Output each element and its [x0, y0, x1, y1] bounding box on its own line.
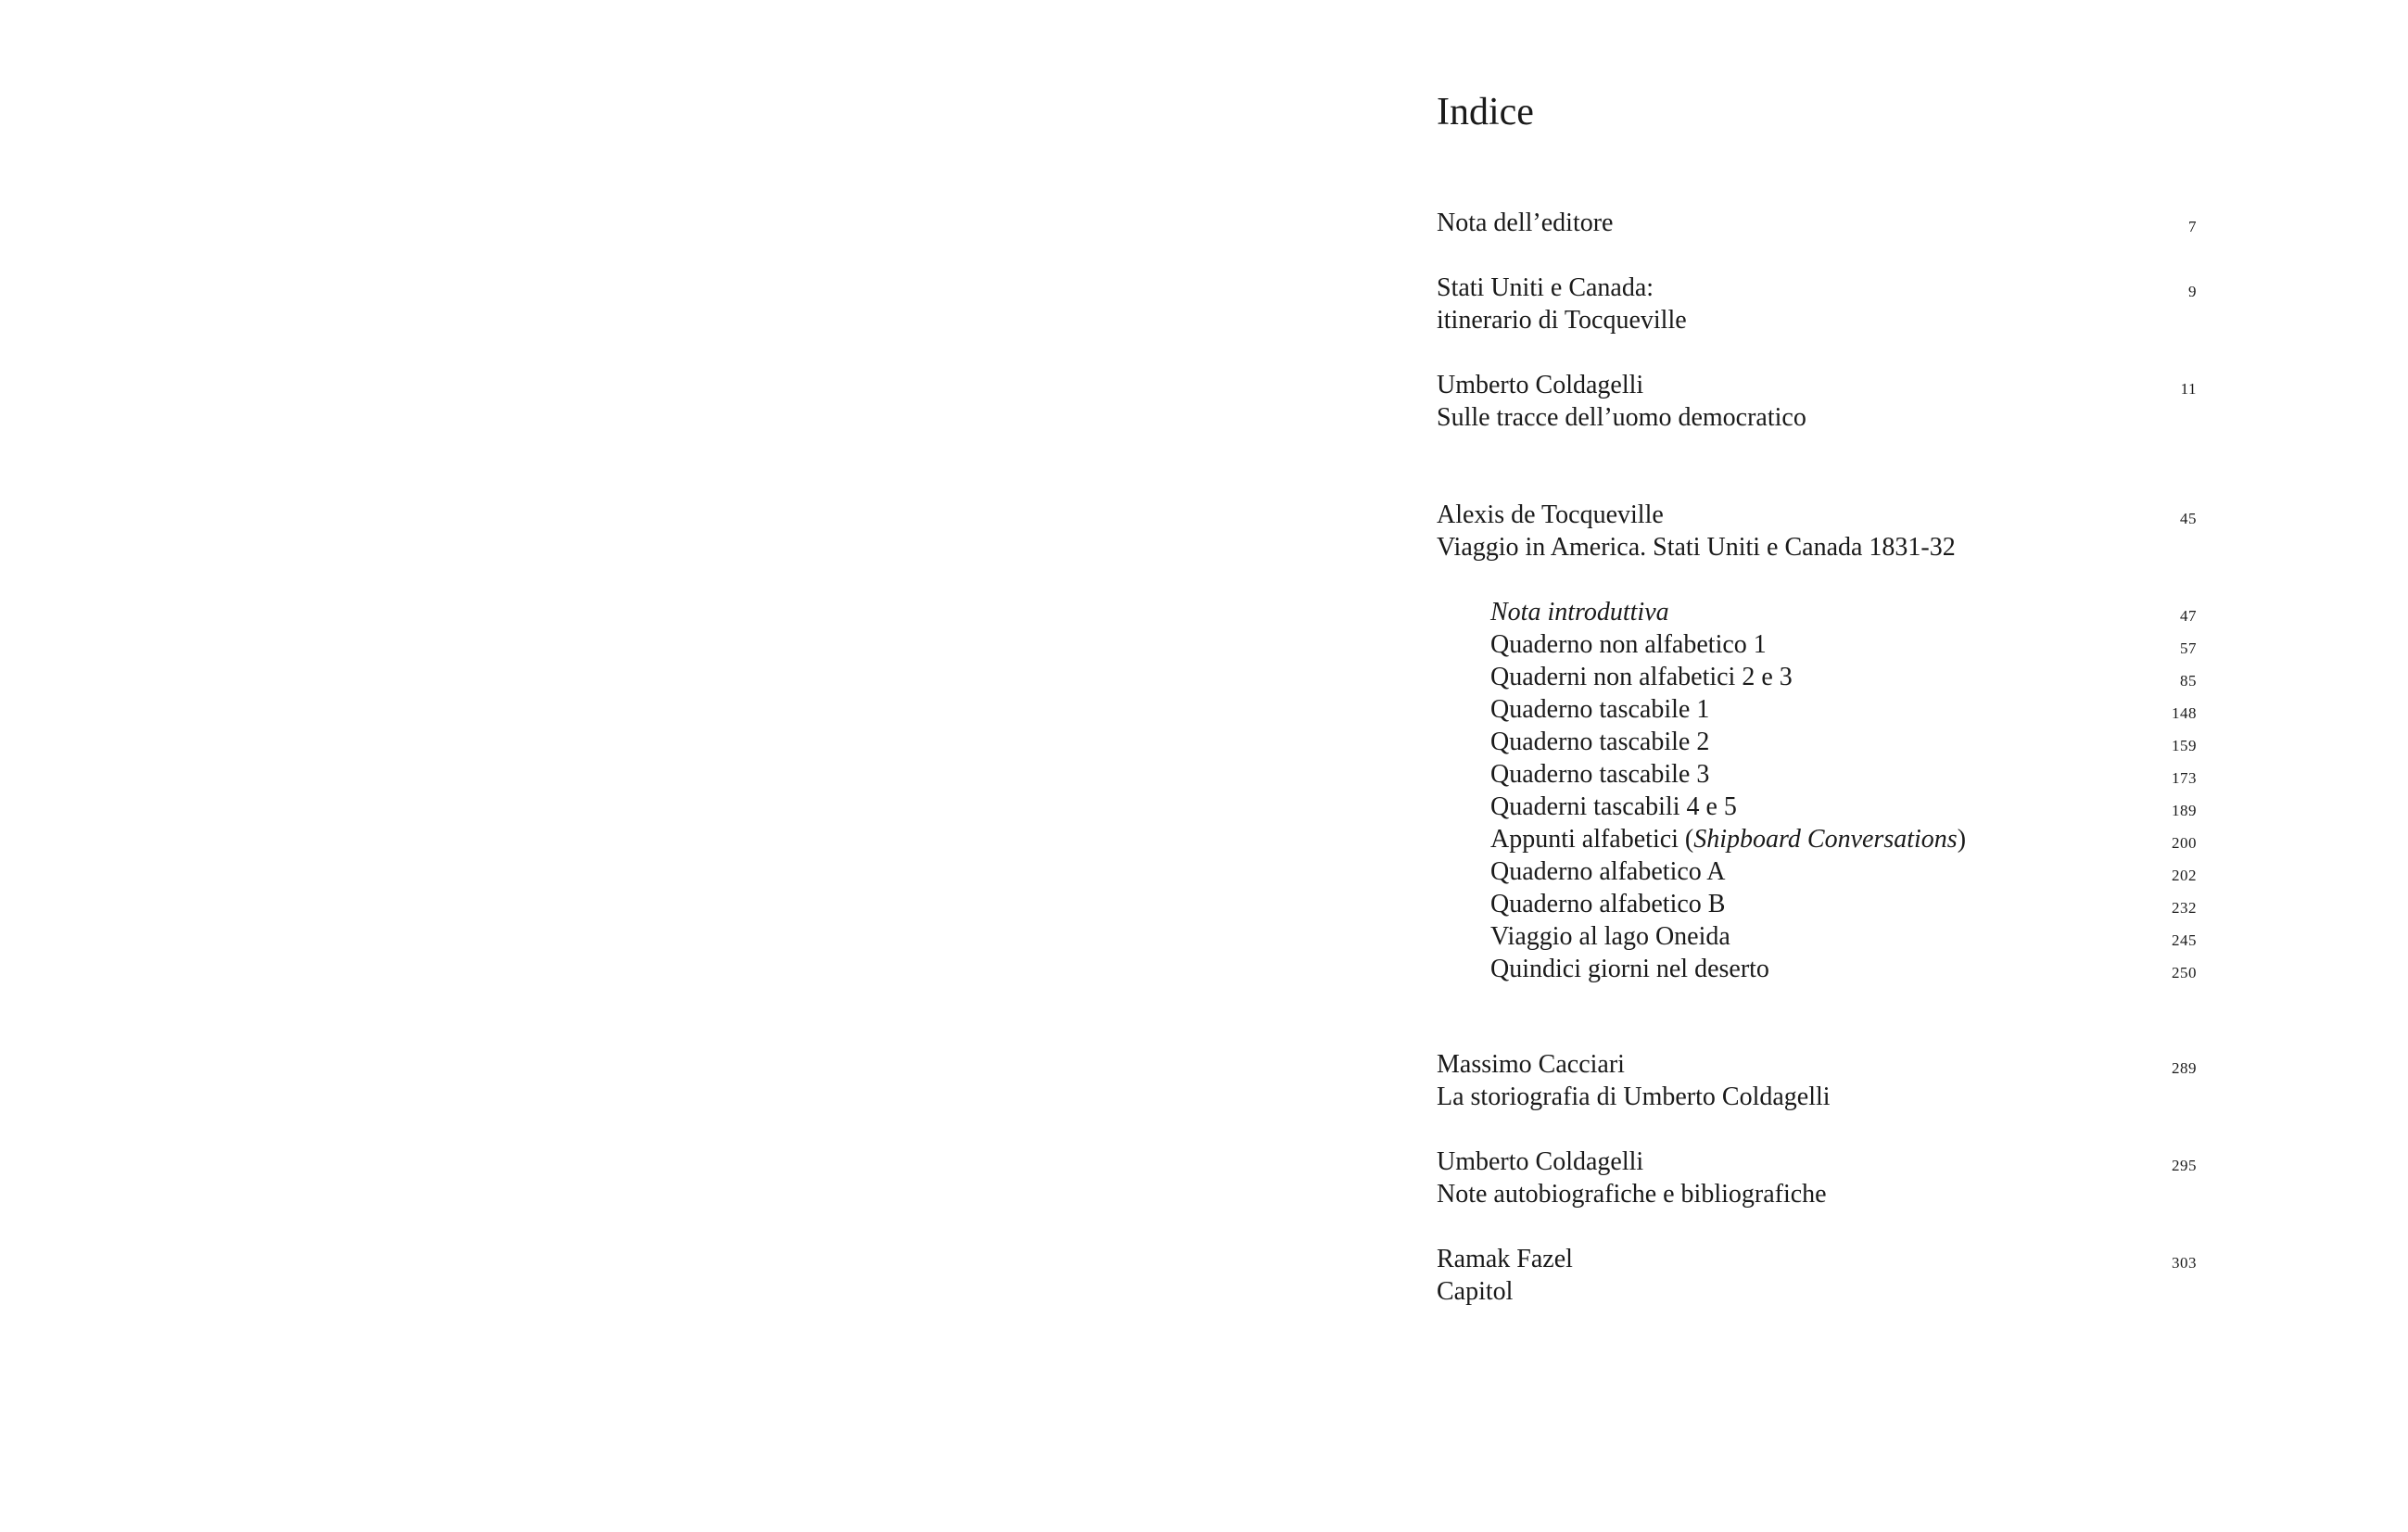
toc-subentry-title: Quaderno tascabile 2: [1490, 728, 1710, 756]
toc-entry-line: Massimo Cacciari: [1437, 1050, 1625, 1079]
toc-page-number: 245: [2172, 931, 2197, 949]
toc-page-number: 85: [2180, 672, 2197, 690]
toc-subentry-title: Quindici giorni nel deserto: [1490, 955, 1769, 983]
toc-subentry-title: Quaderno tascabile 1: [1490, 695, 1710, 724]
toc-subentry-text: Appunti alfabetici (: [1490, 825, 1694, 854]
toc-entry-editor-note: [1437, 207, 2197, 239]
toc-entry-line: Umberto Coldagelli: [1437, 1147, 1644, 1176]
toc-subentry-title: Quaderno non alfabetico 1: [1490, 630, 1767, 659]
toc-subentry: [1490, 855, 2197, 888]
toc-subentry: [1490, 628, 2197, 661]
toc-subentry: [1490, 888, 2197, 920]
toc-page-number: 202: [2172, 867, 2197, 884]
toc-page-number: 45: [2180, 510, 2197, 527]
toc-entry-coldagelli-essay: [1437, 369, 2197, 434]
toc-subentry-title: Quaderni non alfabetici 2 e 3: [1490, 663, 1793, 691]
toc-page-number: 11: [2180, 380, 2197, 398]
toc-page-number: 189: [2172, 802, 2197, 819]
toc-subentry: [1490, 693, 2197, 726]
toc-entry-line: Viaggio in America. Stati Uniti e Canada 1831-32: [1437, 533, 1956, 562]
toc-subentry-title: Quaderno alfabetico A: [1490, 857, 1726, 886]
toc-page-number: 9: [2188, 283, 2197, 300]
toc-entry-line: Note autobiografiche e bibliografiche: [1437, 1180, 1827, 1209]
toc-entry-cacciari: [1437, 1048, 2197, 1113]
toc-page-number: 250: [2172, 964, 2197, 981]
toc-entry-coldagelli-notes: [1437, 1146, 2197, 1210]
toc-subentry-title: [1490, 823, 2197, 855]
toc-page-number: 159: [2172, 737, 2197, 754]
toc-page-number: 47: [2180, 607, 2197, 625]
toc-entry-itinerary: [1437, 272, 2197, 336]
toc-subentry: [1490, 953, 2197, 985]
toc-subentry-title: Quaderno tascabile 3: [1490, 760, 1710, 789]
page-title: Indice: [1437, 91, 1534, 133]
toc-entry-line: Capitol: [1437, 1277, 1514, 1306]
toc-subentry-italic-text: Shipboard Conversations: [1693, 825, 1958, 854]
toc-entry-line: Umberto Coldagelli: [1437, 371, 1644, 399]
toc-subentry-title: Nota introduttiva: [1490, 598, 1669, 627]
toc-entry-line: Stati Uniti e Canada:: [1437, 273, 1654, 302]
toc-entry-fazel: [1437, 1243, 2197, 1308]
toc-subentry: [1490, 920, 2197, 953]
toc-entry-line: Ramak Fazel: [1437, 1245, 1573, 1273]
toc-entry-line: Nota dell’editore: [1437, 209, 1614, 237]
toc-subentry: [1490, 596, 2197, 628]
toc-subentry-title: Quaderno alfabetico B: [1490, 890, 1726, 918]
toc-entry-tocqueville: [1437, 499, 2197, 563]
toc-entry-line: itinerario di Tocqueville: [1437, 306, 1687, 335]
toc-subentry-title: Viaggio al lago Oneida: [1490, 922, 1730, 951]
toc-subentry-title: Quaderni tascabili 4 e 5: [1490, 792, 1737, 821]
toc-page-number: 232: [2172, 899, 2197, 917]
toc-page-number: 289: [2172, 1059, 2197, 1077]
toc-subentry: [1490, 661, 2197, 693]
toc-page-number: 295: [2172, 1157, 2197, 1174]
toc-subentry-text: ): [1957, 825, 1967, 854]
right-page: [1437, 0, 2197, 1532]
toc-page-number: 57: [2180, 639, 2197, 657]
toc-subentry: [1490, 758, 2197, 791]
toc-page-number: 303: [2172, 1254, 2197, 1272]
toc-subentry: [1490, 726, 2197, 758]
toc-entry-line: La storiografia di Umberto Coldagelli: [1437, 1083, 1831, 1111]
toc-entry-line: Alexis de Tocqueville: [1437, 500, 1664, 529]
toc-page-number: 173: [2172, 769, 2197, 787]
toc-subentry: [1490, 791, 2197, 823]
toc-page-number: 200: [2172, 834, 2197, 852]
toc-page-number: 7: [2188, 218, 2197, 235]
toc-entry-line: Sulle tracce dell’uomo democratico: [1437, 403, 1806, 432]
toc-page-number: 148: [2172, 704, 2197, 722]
toc-subentry: [1490, 823, 2197, 855]
